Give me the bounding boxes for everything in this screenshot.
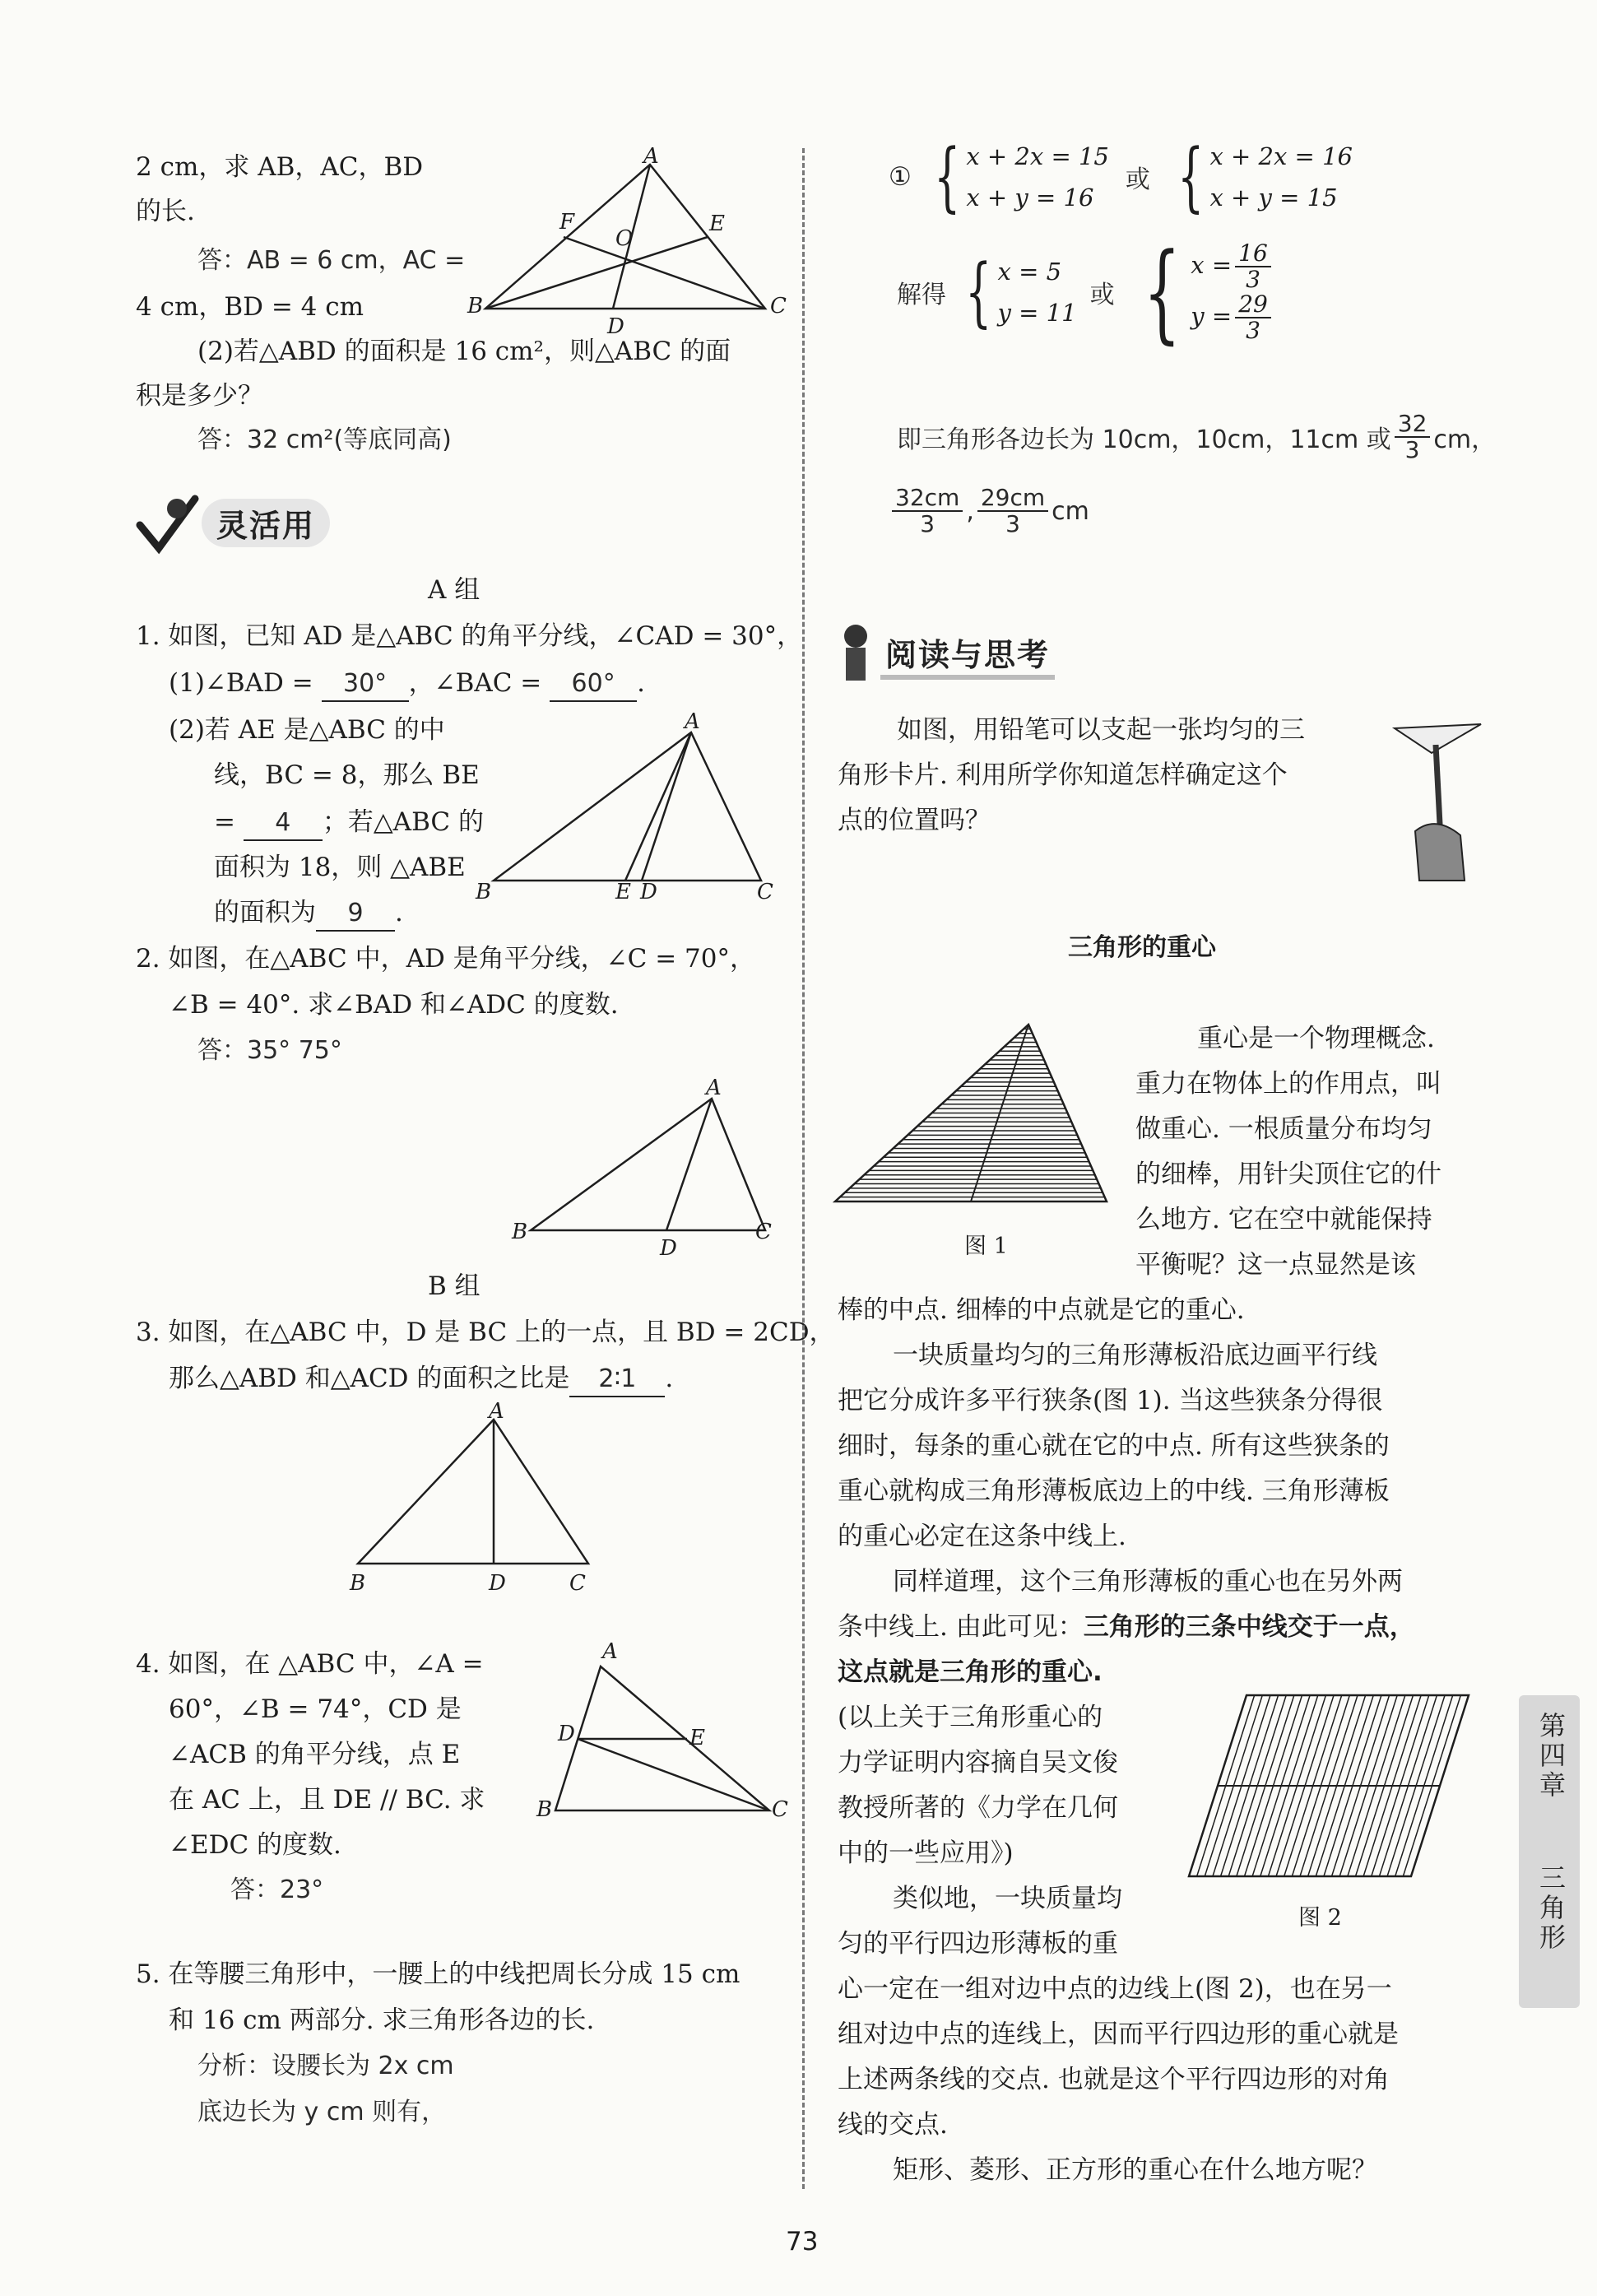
solution-2: { x = $\frac{16}{3}$ y = $\frac{29}{3}$ (1128, 239, 1274, 346)
reading-banner-title: 阅读与思考 (880, 630, 1055, 680)
solve-label: 解得 (897, 281, 946, 309)
article-line23: 组对边中点的连线上，因而平行四边形的重心就是 (838, 2019, 1399, 2049)
figure-problem4-triangle (527, 1634, 788, 1831)
problem-5: 5. 在等腰三角形中，一腰上的中线把周长分成 15 cm (136, 1959, 740, 1989)
article-line11: 重心就构成三角形薄板底边上的中线. 三角形薄板 (838, 1476, 1390, 1506)
figure-2-caption: 图 2 (1298, 1905, 1342, 1931)
reading-line1: 如图，用铅笔可以支起一张均匀的三 (897, 715, 1305, 745)
question-2: (2)若△ABD 的面积是 16 cm²，则△ABC 的面 (197, 337, 731, 366)
p1-part1-b: ，∠BAC = (408, 668, 550, 698)
page-number: 73 (786, 2227, 819, 2256)
problem-2: 2. 如图，在△ABC 中，AD 是角平分线，∠C = 70°， (136, 944, 756, 974)
svg-text:D: D (660, 1236, 677, 1261)
problem-2-cont: ∠B = 40°. 求∠BAD 和∠ADC 的度数. (169, 990, 619, 1020)
system-2-eq2: x + y = 15 (1209, 184, 1338, 211)
svg-text:D: D (640, 880, 657, 904)
side-unit: cm， (1433, 425, 1497, 454)
answer-a-line2: 4 cm，BD = 4 cm (136, 292, 364, 322)
figure-bisector-triangle (469, 708, 782, 905)
reading-line3: 点的位置吗？ (838, 806, 991, 835)
side2b-num: 29cm (977, 486, 1048, 512)
article-line22: 心一定在一组对边中点的边线上(图 2)，也在另一 (838, 1974, 1392, 2004)
svg-text:C: C (770, 294, 787, 318)
p1-be-eq: = (214, 807, 244, 837)
article-line15: 这点就是三角形的重心. (838, 1657, 1103, 1687)
svg-text:E: E (689, 1726, 705, 1750)
article-line7: 棒的中点. 细棒的中点就是它的重心. (838, 1295, 1245, 1325)
p1-part1-a: (1)∠BAD = (169, 668, 322, 698)
svg-text:C: C (755, 1220, 772, 1244)
svg-text:D: D (558, 1722, 575, 1746)
problem-3: 3. 如图，在△ABC 中，D 是 BC 上的一点，且 BD = 2CD， (136, 1318, 835, 1347)
svg-text:D: D (489, 1571, 506, 1596)
article-line2: 重力在物体上的作用点，叫 (1135, 1069, 1441, 1099)
svg-text:C: C (569, 1571, 586, 1596)
article-line14-a: 条中线上. 由此可见： (838, 1612, 1084, 1642)
group-a-heading: A 组 (428, 575, 480, 605)
answer-blank-bad: 30° (322, 667, 409, 702)
problem-1-part1 (169, 661, 645, 705)
svg-text:B: B (536, 1797, 553, 1822)
svg-text:E: E (615, 880, 631, 904)
problem-4-l4: 在 AC 上，且 DE // BC. 求 (169, 1785, 485, 1815)
problem-intro-line1: 2 cm，求 AB，AC，BD (136, 152, 424, 182)
svg-text:A: A (685, 709, 700, 734)
problem-5-analysis-1: 分析：设腰长为 2x cm (197, 2052, 454, 2080)
system-2: { x + 2x = 16 x + y = 15 (1177, 132, 1353, 221)
or-label-2: 或 (1089, 281, 1115, 309)
article-line21: 匀的平行四边形薄板的重 (838, 1929, 1118, 1959)
solution-1-x: x = 5 (997, 258, 1062, 286)
answer-b: 答：32 cm²(等底同高) (197, 425, 452, 454)
article-line17: 力学证明内容摘自吴文俊 (838, 1748, 1118, 1778)
article-line9: 把它分成许多平行狭条(图 1). 当这些狭条分得很 (838, 1386, 1383, 1415)
solution-2-y-den: 3 (1246, 317, 1260, 344)
problem-1-part2-l5 (214, 890, 403, 935)
article-line1: 重心是一个物理概念. (1197, 1024, 1435, 1053)
svg-text:O: O (615, 226, 634, 251)
problem-5-cont: 和 16 cm 两部分. 求三角形各边的长. (169, 2006, 595, 2035)
figure-2-striped-parallelogram (1185, 1691, 1481, 1889)
solution-2-y-label: y = (1191, 302, 1233, 330)
article-line4: 的细棒，用针尖顶住它的什 (1135, 1160, 1441, 1189)
article-line5: 么地方. 它在空中就能保持 (1135, 1205, 1432, 1234)
article-line8: 一块质量均匀的三角形薄板沿底边画平行线 (893, 1341, 1377, 1370)
problem-1-part2-l2: 线，BC = 8，那么 BE (214, 760, 480, 790)
problem-2-answer: 答：35° 75° (197, 1036, 342, 1065)
system-1-eq2: x + y = 16 (966, 184, 1094, 211)
side-lengths-text: 即三角形各边长为 10cm，10cm，11cm 或 (897, 425, 1391, 454)
article-line26: 矩形、菱形、正方形的重心在什么地方呢？ (893, 2155, 1377, 2185)
section-banner (136, 494, 330, 551)
system-1: { x + 2x = 15 x + y = 16 (933, 132, 1109, 221)
or-label-1: 或 (1125, 165, 1150, 194)
question-2-cont: 积是多少？ (136, 381, 263, 411)
problem-5-analysis-2: 底边长为 y cm 则有， (197, 2098, 447, 2126)
problem-1 (136, 614, 802, 658)
answer-blank-bac: 60° (550, 667, 637, 702)
system-2-eq1: x + 2x = 16 (1209, 142, 1353, 170)
circle-one-label: ① (889, 162, 912, 192)
reader-figure-icon (831, 621, 880, 687)
solution-2-x-den: 3 (1246, 266, 1260, 293)
svg-text:A: A (643, 144, 659, 169)
svg-text:C: C (772, 1797, 788, 1822)
solution-2-x-label: x = (1191, 251, 1233, 279)
answer-blank-ratio: 2∶1 (569, 1363, 665, 1397)
problem-1-part2-l4: 面积为 18，则 △ABE (214, 853, 466, 882)
chapter-tab-number: 第四章 (1535, 1712, 1567, 1801)
problem-1-part2-l3 (214, 800, 484, 844)
p3-text: 那么△ABD 和△ACD 的面积之比是 (169, 1364, 570, 1393)
side2a-num: 32cm (892, 486, 963, 512)
p1-area-text: ；若△ABC 的 (322, 807, 485, 837)
article-line10: 细时，每条的重心就在它的中点. 所有这些狭条的 (838, 1431, 1390, 1461)
equation-systems (889, 132, 1353, 221)
figure-problem3-triangle (337, 1399, 609, 1601)
side-lengths-line1 (897, 411, 1496, 462)
problem-1-text: 1. 如图，已知 AD 是△ABC 的角平分线，∠CAD = 30°， (136, 621, 803, 651)
solution-2-x-num: 16 (1235, 241, 1271, 267)
article-line20: 类似地，一块质量均 (893, 1884, 1122, 1913)
pencil-hand-image (1390, 716, 1489, 889)
answer-blank-abe: 9 (316, 897, 395, 932)
svg-text:C: C (757, 880, 773, 904)
group-b-heading: B 组 (428, 1271, 480, 1301)
article-line18: 教授所著的《力学在几何 (838, 1793, 1118, 1823)
svg-text:A: A (489, 1399, 504, 1424)
article-line25: 线的交点. (838, 2110, 948, 2140)
reading-banner (831, 625, 1055, 683)
svg-text:D: D (607, 314, 624, 339)
article-line13: 同样道理，这个三角形薄板的重心也在另外两 (893, 1567, 1403, 1597)
figure-1-caption: 图 1 (964, 1234, 1008, 1259)
article-line12: 的重心必定在这条中线上. (838, 1522, 1126, 1551)
figure-median-triangle (461, 144, 790, 339)
section-banner-title: 灵活用 (202, 499, 330, 547)
article-line14-bold: 三角形的三条中线交于一点， (1083, 1612, 1415, 1642)
answer-blank-be: 4 (244, 806, 323, 841)
article-line14 (838, 1605, 1415, 1649)
p1-part1-c: . (637, 668, 645, 698)
p3-end: . (665, 1364, 674, 1393)
problem-4-l5: ∠EDC 的度数. (169, 1830, 341, 1860)
answer-a-line1: 答：AB = 6 cm，AC = (197, 246, 466, 275)
side-frac-den: 3 (1404, 436, 1420, 463)
article-line19: 中的一些应用》) (838, 1838, 1014, 1868)
side2c-unit: cm (1052, 496, 1089, 526)
svg-text:B: B (476, 880, 492, 904)
problem-intro-line2: 的长. (136, 197, 195, 226)
article-line6: 平衡呢？这一点显然是该 (1135, 1250, 1416, 1280)
column-divider (802, 148, 805, 2189)
problem-4: 4. 如图，在 △ABC 中，∠A = (136, 1649, 484, 1679)
svg-text:F: F (559, 210, 575, 235)
article-line16: (以上关于三角形重心的 (838, 1703, 1103, 1732)
checkmark-figure-icon (136, 492, 202, 554)
chapter-tab-topic: 三角形 (1535, 1864, 1567, 1953)
solution-2-y-num: 29 (1235, 292, 1271, 318)
svg-text:A: A (706, 1076, 722, 1100)
article-line24: 上述两条线的交点. 也就是这个平行四边形的对角 (838, 2065, 1390, 2094)
reading-line2: 角形卡片. 利用所学你知道怎样确定这个 (838, 760, 1288, 790)
p1-abe-end: . (395, 898, 403, 927)
solution-1: { x = 5 y = 11 (965, 248, 1077, 336)
side2b-den: 3 (1005, 510, 1020, 537)
solutions (897, 230, 1274, 355)
problem-4-l2: 60°，∠B = 74°，CD 是 (169, 1694, 462, 1724)
article-title: 三角形的重心 (1068, 933, 1216, 962)
figure-1-striped-triangle (831, 1016, 1111, 1214)
svg-text:B: B (467, 294, 484, 318)
figure-problem2-triangle (502, 1074, 782, 1263)
problem-3-cont (169, 1356, 673, 1401)
problem-4-l3: ∠ACB 的角平分线，点 E (169, 1740, 461, 1769)
p1-abe-text: 的面积为 (214, 898, 316, 927)
problem-4-answer: 答：23° (230, 1875, 324, 1904)
svg-text:E: E (709, 211, 725, 236)
solution-1-y: y = 11 (997, 299, 1077, 327)
svg-text:B: B (512, 1220, 528, 1244)
side2a-den: 3 (920, 510, 935, 537)
svg-text:A: A (602, 1639, 618, 1664)
side-frac-num: 32 (1395, 411, 1431, 438)
problem-1-part2: (2)若 AE 是△ABC 的中 (169, 715, 445, 745)
article-line3: 做重心. 一根质量分布均匀 (1135, 1114, 1432, 1144)
svg-text:B: B (350, 1571, 366, 1596)
system-1-eq1: x + 2x = 15 (966, 142, 1109, 170)
side-lengths-line2: $\frac{32cm}{3}$ , $\frac{29cm}{3}$ cm (889, 486, 1089, 537)
